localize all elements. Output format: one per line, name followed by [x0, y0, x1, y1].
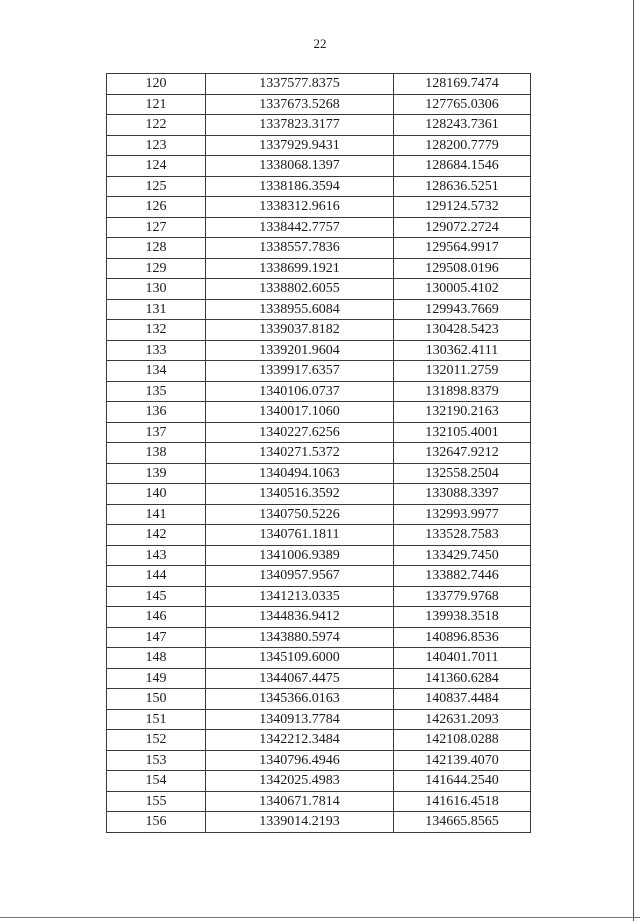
x-coordinate-cell: 1339917.6357 [206, 361, 394, 382]
y-coordinate-cell: 133088.3397 [394, 484, 531, 505]
table-row [107, 402, 531, 423]
x-coordinate-cell: 1340227.6256 [206, 422, 394, 443]
table-row [107, 627, 531, 648]
point-id-cell: 147 [107, 627, 206, 648]
y-coordinate-cell: 141616.4518 [394, 791, 531, 812]
table-row [107, 648, 531, 669]
table-row [107, 689, 531, 710]
point-id-cell: 123 [107, 135, 206, 156]
point-id-cell: 143 [107, 545, 206, 566]
table-row [107, 299, 531, 320]
y-coordinate-cell: 128200.7779 [394, 135, 531, 156]
point-id-cell: 151 [107, 709, 206, 730]
x-coordinate-cell: 1340750.5226 [206, 504, 394, 525]
point-id-cell: 129 [107, 258, 206, 279]
page-number: 22 [313, 36, 327, 51]
scan-bottom-line [0, 917, 640, 918]
point-id-cell: 121 [107, 94, 206, 115]
point-id-cell: 136 [107, 402, 206, 423]
table-row [107, 812, 531, 833]
y-coordinate-cell: 140837.4484 [394, 689, 531, 710]
y-coordinate-cell: 132993.9977 [394, 504, 531, 525]
table-row [107, 668, 531, 689]
table-row [107, 74, 531, 95]
y-coordinate-cell: 141644.2540 [394, 771, 531, 792]
point-id-cell: 127 [107, 217, 206, 238]
y-coordinate-cell: 133882.7446 [394, 566, 531, 587]
point-id-cell: 155 [107, 791, 206, 812]
x-coordinate-cell: 1339014.2193 [206, 812, 394, 833]
x-coordinate-cell: 1337673.5268 [206, 94, 394, 115]
point-id-cell: 139 [107, 463, 206, 484]
x-coordinate-cell: 1342025.4983 [206, 771, 394, 792]
x-coordinate-cell: 1340957.9567 [206, 566, 394, 587]
x-coordinate-cell: 1340494.1063 [206, 463, 394, 484]
point-id-cell: 134 [107, 361, 206, 382]
table-row [107, 771, 531, 792]
point-id-cell: 137 [107, 422, 206, 443]
y-coordinate-cell: 132105.4001 [394, 422, 531, 443]
point-id-cell: 148 [107, 648, 206, 669]
y-coordinate-cell: 133429.7450 [394, 545, 531, 566]
y-coordinate-cell: 139938.3518 [394, 607, 531, 628]
x-coordinate-cell: 1339201.9604 [206, 340, 394, 361]
y-coordinate-cell: 131898.8379 [394, 381, 531, 402]
table-row [107, 176, 531, 197]
x-coordinate-cell: 1340271.5372 [206, 443, 394, 464]
point-id-cell: 149 [107, 668, 206, 689]
y-coordinate-cell: 132558.2504 [394, 463, 531, 484]
x-coordinate-cell: 1337823.3177 [206, 115, 394, 136]
table-row [107, 422, 531, 443]
x-coordinate-cell: 1338802.6055 [206, 279, 394, 300]
point-id-cell: 120 [107, 74, 206, 95]
x-coordinate-cell: 1340671.7814 [206, 791, 394, 812]
scan-edge-line [633, 0, 634, 921]
y-coordinate-cell: 129943.7669 [394, 299, 531, 320]
x-coordinate-cell: 1338699.1921 [206, 258, 394, 279]
y-coordinate-cell: 127765.0306 [394, 94, 531, 115]
point-id-cell: 154 [107, 771, 206, 792]
coordinate-table-body [107, 74, 531, 833]
y-coordinate-cell: 141360.6284 [394, 668, 531, 689]
point-id-cell: 133 [107, 340, 206, 361]
table-row [107, 135, 531, 156]
table-row [107, 484, 531, 505]
table-row [107, 443, 531, 464]
table-row [107, 279, 531, 300]
table-row [107, 607, 531, 628]
x-coordinate-cell: 1340017.1060 [206, 402, 394, 423]
y-coordinate-cell: 140896.8536 [394, 627, 531, 648]
x-coordinate-cell: 1340796.4946 [206, 750, 394, 771]
table-row [107, 320, 531, 341]
y-coordinate-cell: 129564.9917 [394, 238, 531, 259]
point-id-cell: 126 [107, 197, 206, 218]
table-row [107, 545, 531, 566]
x-coordinate-cell: 1345109.6000 [206, 648, 394, 669]
x-coordinate-cell: 1338955.6084 [206, 299, 394, 320]
table-row [107, 709, 531, 730]
point-id-cell: 142 [107, 525, 206, 546]
table-row [107, 525, 531, 546]
y-coordinate-cell: 142139.4070 [394, 750, 531, 771]
table-row [107, 504, 531, 525]
x-coordinate-cell: 1338068.1397 [206, 156, 394, 177]
y-coordinate-cell: 132011.2759 [394, 361, 531, 382]
table-row [107, 361, 531, 382]
x-coordinate-cell: 1340106.0737 [206, 381, 394, 402]
point-id-cell: 156 [107, 812, 206, 833]
table-row [107, 586, 531, 607]
table-row [107, 217, 531, 238]
point-id-cell: 128 [107, 238, 206, 259]
y-coordinate-cell: 132647.9212 [394, 443, 531, 464]
y-coordinate-cell: 142631.2093 [394, 709, 531, 730]
point-id-cell: 130 [107, 279, 206, 300]
x-coordinate-cell: 1342212.3484 [206, 730, 394, 751]
y-coordinate-cell: 133528.7583 [394, 525, 531, 546]
y-coordinate-cell: 128169.7474 [394, 74, 531, 95]
table-row [107, 463, 531, 484]
x-coordinate-cell: 1341213.0335 [206, 586, 394, 607]
x-coordinate-cell: 1343880.5974 [206, 627, 394, 648]
point-id-cell: 144 [107, 566, 206, 587]
table-row [107, 566, 531, 587]
table-row [107, 258, 531, 279]
point-id-cell: 138 [107, 443, 206, 464]
x-coordinate-cell: 1340761.1811 [206, 525, 394, 546]
point-id-cell: 122 [107, 115, 206, 136]
point-id-cell: 150 [107, 689, 206, 710]
coordinate-table [106, 73, 531, 833]
x-coordinate-cell: 1341006.9389 [206, 545, 394, 566]
y-coordinate-cell: 130005.4102 [394, 279, 531, 300]
x-coordinate-cell: 1338312.9616 [206, 197, 394, 218]
table-row [107, 381, 531, 402]
x-coordinate-cell: 1340516.3592 [206, 484, 394, 505]
y-coordinate-cell: 134665.8565 [394, 812, 531, 833]
y-coordinate-cell: 128243.7361 [394, 115, 531, 136]
x-coordinate-cell: 1340913.7784 [206, 709, 394, 730]
x-coordinate-cell: 1338557.7836 [206, 238, 394, 259]
y-coordinate-cell: 128636.5251 [394, 176, 531, 197]
y-coordinate-cell: 129072.2724 [394, 217, 531, 238]
table-row [107, 197, 531, 218]
x-coordinate-cell: 1337929.9431 [206, 135, 394, 156]
point-id-cell: 131 [107, 299, 206, 320]
y-coordinate-cell: 140401.7011 [394, 648, 531, 669]
point-id-cell: 146 [107, 607, 206, 628]
y-coordinate-cell: 133779.9768 [394, 586, 531, 607]
point-id-cell: 140 [107, 484, 206, 505]
point-id-cell: 135 [107, 381, 206, 402]
x-coordinate-cell: 1344836.9412 [206, 607, 394, 628]
table-row [107, 156, 531, 177]
x-coordinate-cell: 1344067.4475 [206, 668, 394, 689]
table-row [107, 730, 531, 751]
y-coordinate-cell: 132190.2163 [394, 402, 531, 423]
table-row [107, 340, 531, 361]
table-row [107, 115, 531, 136]
table-row [107, 238, 531, 259]
x-coordinate-cell: 1338186.3594 [206, 176, 394, 197]
point-id-cell: 141 [107, 504, 206, 525]
y-coordinate-cell: 130428.5423 [394, 320, 531, 341]
table-row [107, 750, 531, 771]
y-coordinate-cell: 142108.0288 [394, 730, 531, 751]
point-id-cell: 145 [107, 586, 206, 607]
x-coordinate-cell: 1345366.0163 [206, 689, 394, 710]
point-id-cell: 125 [107, 176, 206, 197]
table-row [107, 94, 531, 115]
y-coordinate-cell: 129508.0196 [394, 258, 531, 279]
x-coordinate-cell: 1338442.7757 [206, 217, 394, 238]
point-id-cell: 152 [107, 730, 206, 751]
y-coordinate-cell: 128684.1546 [394, 156, 531, 177]
point-id-cell: 132 [107, 320, 206, 341]
point-id-cell: 153 [107, 750, 206, 771]
x-coordinate-cell: 1339037.8182 [206, 320, 394, 341]
x-coordinate-cell: 1337577.8375 [206, 74, 394, 95]
y-coordinate-cell: 129124.5732 [394, 197, 531, 218]
point-id-cell: 124 [107, 156, 206, 177]
y-coordinate-cell: 130362.4111 [394, 340, 531, 361]
table-row [107, 791, 531, 812]
